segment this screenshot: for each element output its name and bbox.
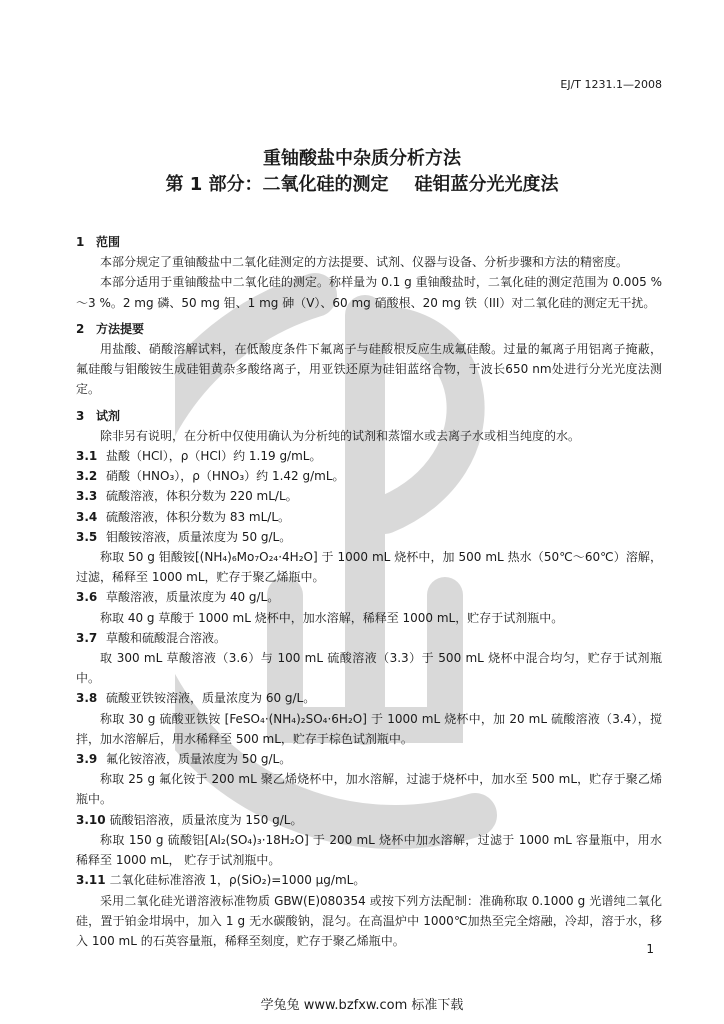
title-sub xyxy=(0,172,724,198)
reagent-item: 3.10 硫酸铝溶液，质量浓度为 150 g/L。 xyxy=(76,812,303,827)
paragraph: 本部分适用于重铀酸盐中二氧化硅的测定。称样量为 0.1 g 重铀酸盐时，二氧化硅的测定范围为 0.005 %～3 %。2 mg 磷、50 mg 钼、1 mg 砷（V）、60 mg 硝酸根、20 mg 铁（III）对二氧化硅的测定无干扰。 xyxy=(76,275,662,310)
reagent-item: 3.9 氟化铵溶液，质量浓度为 50 g/L。 xyxy=(76,752,292,767)
reagent-item: 3.1 盐酸（HCl），ρ（HCl）约 1.19 g/mL。 xyxy=(76,449,322,464)
reagent-item: 3.6 草酸溶液，质量浓度为 40 g/L。 xyxy=(76,590,280,605)
document-body xyxy=(76,226,662,951)
reagent-item: 3.4 硫酸溶液，体积分数为 83 mL/L。 xyxy=(76,509,291,524)
reagent-item: 3.8 硫酸亚铁铵溶液，质量浓度为 60 g/L。 xyxy=(76,691,316,706)
title-main: 重铀酸盐中杂质分析方法 xyxy=(263,148,461,169)
reagent-item: 3.5 钼酸铵溶液，质量浓度为 50 g/L。 xyxy=(76,529,292,544)
section-heading-scope: 1 范围 xyxy=(76,235,121,249)
section-heading-reagents: 3 试剂 xyxy=(76,408,121,423)
section-heading-principle: 2 方法提要 xyxy=(76,321,145,336)
paragraph: 本部分规定了重铀酸盐中二氧化硅测定的方法提要、试剂、仪器与设备、分析步骤和方法的精密度。 xyxy=(100,255,629,270)
paragraph: 用盐酸、硝酸溶解试料，在低酸度条件下氟离子与硅酸根反应生成氟硅酸。过量的氟离子用铝离子掩蔽，氟硅酸与钼酸铵生成硅钼黄杂多酸络离子，用亚铁还原为硅钼蓝络合物，于波长650 nm处进行分光光度法测定。 xyxy=(76,342,662,397)
paragraph: 称取 150 g 硫酸铝[Al₂(SO₄)₃·18H₂O] 于 200 mL 烧杯中加水溶解，过滤于 1000 mL 容量瓶中，用水稀释至 1000 mL， 贮存于试剂瓶中。 xyxy=(76,832,662,868)
paragraph: 称取 50 g 钼酸铵[(NH₄)₆Mo₇O₂₄·4H₂O] 于 1000 mL 烧杯中，加 500 mL 热水（50℃～60℃）溶解，过滤，稀释至 1000 mL，贮存于聚乙烯瓶中。 xyxy=(76,550,662,585)
paragraph: 采用二氧化硅光谱溶液标准物质 GBW(E)080354 或按下列方法配制：准确称取 0.1000 g 光谱纯二氧化硅，置于铂金坩埚中，加入 1 g 无水碳酸钠，混匀。在高温炉中 1000℃加热至完全熔融，冷却，溶于水，移入 100 mL 的石英容量瓶，稀释至刻度，贮存于聚乙烯瓶中。 xyxy=(76,893,662,948)
paragraph: 称取 30 g 硫酸亚铁铵 [FeSO₄·(NH₄)₂SO₄·6H₂O] 于 1000 mL 烧杯中，加 20 mL 硫酸溶液（3.4），搅拌，加水溶解后，用水稀释至 500 mL，贮存于棕色试剂瓶中。 xyxy=(76,711,662,746)
paragraph: 除非另有说明，在分析中仅使用确认为分析纯的试剂和蒸馏水或去离子水或相当纯度的水。 xyxy=(100,428,581,443)
reagent-item: 3.2 硝酸（HNO₃），ρ（HNO₃）约 1.42 g/mL。 xyxy=(76,469,345,484)
title-sub-part: 第 1 部分：二氧化硅的测定 xyxy=(165,174,389,195)
document-title xyxy=(0,146,724,198)
standard-code: EJ/T 1231.1—2008 xyxy=(560,78,662,91)
paragraph: 取 300 mL 草酸溶液（3.6）与 100 mL 硫酸溶液（3.3）于 500 mL 烧杯中混合均匀，贮存于试剂瓶中。 xyxy=(76,651,662,686)
footer-watermark-text: 学兔兔 www.bzfxw.com 标准下载 xyxy=(260,998,464,1013)
page-number: 1 xyxy=(646,942,654,956)
paragraph: 称取 40 g 草酸于 1000 mL 烧杯中，加水溶解，稀释至 1000 mL，贮存于试剂瓶中。 xyxy=(100,610,564,625)
reagent-item: 3.11 二氧化硅标准溶液 1，ρ(SiO₂)=1000 μg/mL。 xyxy=(76,873,366,888)
reagent-item: 3.3 硫酸溶液，体积分数为 220 mL/L。 xyxy=(76,489,298,504)
reagent-item: 3.7 草酸和硫酸混合溶液。 xyxy=(76,630,227,645)
title-sub-method: 硅钼蓝分光光度法 xyxy=(414,174,559,195)
paragraph: 称取 25 g 氟化铵于 200 mL 聚乙烯烧杯中，加水溶解，过滤于烧杯中，加水至 500 mL，贮存于聚乙烯瓶中。 xyxy=(76,772,662,807)
